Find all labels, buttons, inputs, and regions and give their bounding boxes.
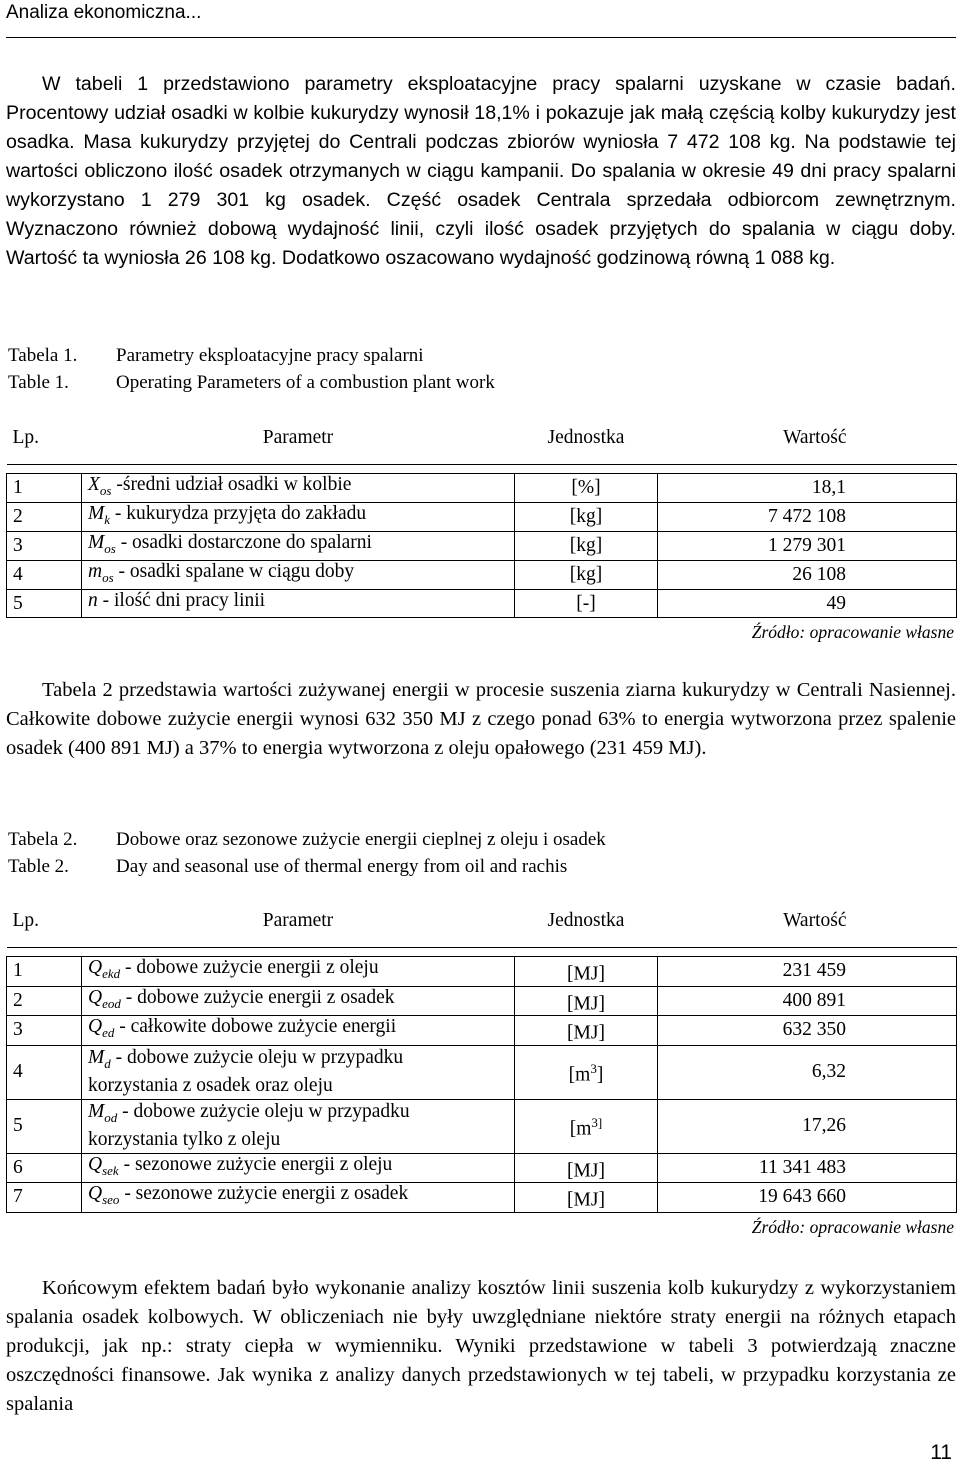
param-symbol: m <box>88 560 103 582</box>
cell-jednostka <box>515 957 658 987</box>
caption-label: Table 2. <box>8 856 69 877</box>
table1-caption-pl <box>8 342 495 369</box>
cell-lp: 2 <box>7 502 82 531</box>
param-symbol: M <box>88 502 105 524</box>
param-line <box>88 987 508 1015</box>
unit-text: [MJ] <box>567 1160 605 1181</box>
cell-wartosc: 18,1 <box>658 474 957 503</box>
param-description: - sezonowe zużycie energii z osadek <box>119 1183 409 1205</box>
cell-jednostka <box>515 1099 658 1153</box>
header-lp: Lp. <box>7 895 82 948</box>
param-line <box>88 1016 508 1044</box>
header-rule <box>6 37 956 38</box>
cell-lp: 2 <box>7 986 82 1016</box>
header-jednostka: Jednostka <box>515 895 658 948</box>
cell-parametr <box>82 531 515 560</box>
cell-jednostka: [kg] <box>515 560 658 589</box>
table-header-row <box>7 412 957 465</box>
param-description: - dobowe zużycie oleju w przypadku <box>117 1101 410 1123</box>
cell-lp: 1 <box>7 957 82 987</box>
cell-lp: 1 <box>7 474 82 503</box>
unit-text-end: ] <box>596 1064 604 1086</box>
cell-lp: 5 <box>7 589 82 618</box>
param-description: - kukurydza przyjęta do zakładu <box>110 502 367 524</box>
cell-lp: 4 <box>7 560 82 589</box>
param-line <box>88 1154 508 1182</box>
table-spacer-row <box>7 465 957 474</box>
paragraph-2 <box>6 676 956 763</box>
param-line <box>88 561 508 589</box>
unit-superscript: 3] <box>591 1114 603 1130</box>
param-line <box>88 532 508 560</box>
spacer-cell <box>515 948 658 957</box>
table-row <box>7 957 957 987</box>
table-header-row <box>7 895 957 948</box>
table1-caption-en <box>8 369 495 396</box>
cell-jednostka <box>515 1153 658 1183</box>
cell-parametr <box>82 957 515 987</box>
param-subscript: ekd <box>102 966 121 982</box>
table-1 <box>6 412 957 618</box>
param-line <box>88 1101 508 1129</box>
param-subscript: d <box>104 1055 111 1071</box>
cell-wartosc: 11 341 483 <box>658 1153 957 1183</box>
cell-parametr <box>82 589 515 618</box>
cell-wartosc: 17,26 <box>658 1099 957 1153</box>
param-subscript: ed <box>102 1025 115 1041</box>
cell-parametr <box>82 986 515 1016</box>
cell-jednostka: [%] <box>515 474 658 503</box>
param-subscript: os <box>99 482 112 498</box>
table-row <box>7 1153 957 1183</box>
caption-label: Tabela 2. <box>8 829 78 850</box>
spacer-cell <box>658 948 957 957</box>
spacer-cell <box>7 948 82 957</box>
cell-parametr <box>82 1016 515 1046</box>
spacer-cell <box>7 465 82 474</box>
cell-jednostka <box>515 1016 658 1046</box>
param-description: - sezonowe zużycie energii z oleju <box>118 1153 393 1175</box>
table-row <box>7 1045 957 1099</box>
caption-text: Operating Parameters of a combustion plant work <box>116 372 495 393</box>
table-2 <box>6 895 957 1213</box>
param-symbol: M <box>88 531 105 553</box>
unit-text: [m <box>568 1064 591 1086</box>
caption-text: Day and seasonal use of thermal energy from oil and rachis <box>116 856 568 877</box>
header-wartosc: Wartość <box>658 412 957 465</box>
caption-text: Parametry eksploatacyjne pracy spalarni <box>116 345 424 366</box>
table-row <box>7 560 957 589</box>
header-jednostka: Jednostka <box>515 412 658 465</box>
table-row <box>7 1099 957 1153</box>
table-row <box>7 531 957 560</box>
table-spacer-row <box>7 948 957 957</box>
table-row <box>7 502 957 531</box>
table1-caption <box>8 342 495 396</box>
cell-wartosc: 19 643 660 <box>658 1183 957 1213</box>
table2-caption-pl <box>8 826 606 853</box>
table-row <box>7 1016 957 1046</box>
param-symbol: Q <box>88 957 103 979</box>
cell-lp: 5 <box>7 1099 82 1153</box>
unit-text: [m <box>569 1118 592 1140</box>
param-description: - dobowe zużycie energii z oleju <box>120 957 379 979</box>
table-row <box>7 986 957 1016</box>
cell-parametr <box>82 1099 515 1153</box>
cell-jednostka: [-] <box>515 589 658 618</box>
caption-label: Table 1. <box>8 372 69 393</box>
cell-parametr <box>82 1045 515 1099</box>
table-row <box>7 1183 957 1213</box>
table-row <box>7 589 957 618</box>
param-subscript: os <box>104 540 116 556</box>
paragraph-3-text: Końcowym efektem badań było wykonanie analizy kosztów linii suszenia kolb kukurydzy z wykorzystaniem spalania osadek kolbowych. W obliczeniach nie były uwzględniane niektóre straty energii na różnych etapach produkcji, jak np.: straty ciepła w wymienniku. Wyniki przedstawione w tabeli 3 potwierdzają znaczne oszczędności finansowe. Jak wynika z analizy danych przedstawionych w tej tabeli, w przypadku korzystania ze spalania <box>6 1277 956 1415</box>
spacer-cell <box>515 465 658 474</box>
param-line <box>88 1047 508 1075</box>
cell-jednostka <box>515 986 658 1016</box>
param-description: - osadki dostarczone do spalarni <box>115 531 372 553</box>
table2-source: Źródło: opracowanie własne <box>751 1217 954 1237</box>
spacer-cell <box>658 465 957 474</box>
cell-lp: 4 <box>7 1045 82 1099</box>
running-header: Analiza ekonomiczna... <box>6 2 202 23</box>
cell-lp: 7 <box>7 1183 82 1213</box>
cell-wartosc: 26 108 <box>658 560 957 589</box>
cell-parametr <box>82 560 515 589</box>
header-lp: Lp. <box>7 412 82 465</box>
param-symbol: X <box>88 474 100 495</box>
param-symbol: M <box>88 1047 105 1069</box>
table1-source: Źródło: opracowanie własne <box>751 622 954 642</box>
param-line <box>88 1183 508 1211</box>
unit-text: [MJ] <box>567 1189 605 1211</box>
param-description: - dobowe zużycie oleju w przypadku <box>110 1047 404 1069</box>
param-line <box>88 503 508 531</box>
table2-caption <box>8 826 606 880</box>
param-description: -średni udział osadki w kolbie <box>111 474 352 495</box>
cell-lp: 3 <box>7 531 82 560</box>
header-parametr: Parametr <box>82 895 515 948</box>
param-subscript: k <box>104 511 111 527</box>
param-line <box>88 474 508 502</box>
caption-text: Dobowe oraz sezonowe zużycie energii cieplnej z oleju i osadek <box>116 829 606 850</box>
unit-superscript: 3 <box>590 1060 597 1076</box>
param-symbol: Q <box>88 1153 103 1175</box>
cell-wartosc: 400 891 <box>658 986 957 1016</box>
cell-lp: 3 <box>7 1016 82 1046</box>
cell-wartosc: 632 350 <box>658 1016 957 1046</box>
table2-caption-en <box>8 853 606 880</box>
paragraph-1 <box>6 70 956 273</box>
cell-parametr <box>82 1153 515 1183</box>
cell-lp: 6 <box>7 1153 82 1183</box>
param-description-line2: korzystania tylko z oleju <box>88 1128 281 1150</box>
unit-text: [MJ] <box>567 1022 605 1044</box>
cell-wartosc: 7 472 108 <box>658 502 957 531</box>
header-wartosc: Wartość <box>658 895 957 948</box>
cell-wartosc: 49 <box>658 589 957 618</box>
cell-wartosc: 231 459 <box>658 957 957 987</box>
header-parametr: Parametr <box>82 412 515 465</box>
param-symbol: n <box>88 589 98 611</box>
caption-label: Tabela 1. <box>8 345 78 366</box>
cell-parametr <box>82 1183 515 1213</box>
param-symbol: Q <box>88 1016 103 1038</box>
param-subscript: eod <box>102 995 121 1011</box>
param-description: - osadki spalane w ciągu doby <box>113 560 355 582</box>
param-subscript: os <box>102 569 114 585</box>
param-description: - dobowe zużycie energii z osadek <box>120 986 395 1008</box>
paragraph-3 <box>6 1274 956 1419</box>
spacer-cell <box>82 465 515 474</box>
cell-jednostka <box>515 1183 658 1213</box>
page-number: 11 <box>930 1441 952 1464</box>
param-subscript: od <box>104 1109 118 1125</box>
unit-text: [MJ] <box>567 993 605 1014</box>
table-row <box>7 474 957 503</box>
param-symbol: Q <box>88 986 103 1008</box>
param-description-line2: korzystania z osadek oraz oleju <box>88 1074 333 1096</box>
param-symbol: Q <box>88 1183 103 1205</box>
param-symbol: M <box>88 1101 105 1123</box>
cell-parametr <box>82 474 515 503</box>
param-description: - całkowite dobowe zużycie energii <box>114 1016 397 1038</box>
paragraph-1-text: W tabeli 1 przedstawiono parametry eksploatacyjne pracy spalarni uzyskane w czasie badań. Procentowy udział osadki w kolbie kukurydzy wynosił 18,1% i pokazuje jak małą częścią kolby kukurydzy jest osadka. Masa kukurydzy przyjętej do Centrali podczas zbiorów wyniosła 7 472 108 kg. Na podstawie tej wartości obliczono ilość osadek otrzymanych w ciągu kampanii. Do spalania w okresie 49 dni pracy spalarni wykorzystano 1 279 301 kg osadek. Część osadek Centrala sprzedała odbiorcom zewnętrznym. Wyznaczono również dobową wydajność linii, czyli ilość osadek przyjętych do spalania w ciągu doby. Wartość ta wyniosła 26 108 kg. Dodatkowo oszacowano wydajność godzinową równą 1 088 kg. <box>6 73 956 269</box>
param-subscript: sek <box>102 1162 119 1178</box>
cell-jednostka: [kg] <box>515 502 658 531</box>
param-line <box>88 590 508 618</box>
spacer-cell <box>82 948 515 957</box>
cell-wartosc: 6,32 <box>658 1045 957 1099</box>
param-description: - ilość dni pracy linii <box>97 589 266 611</box>
cell-jednostka <box>515 1045 658 1099</box>
paragraph-2-text: Tabela 2 przedstawia wartości zużywanej energii w procesie suszenia ziarna kukurydzy w Centrali Nasiennej. Całkowite dobowe zużycie energii wynosi 632 350 MJ z czego ponad 63% to energia wytworzona przez spalenie osadek (400 891 MJ) a 37% to energia wytworzona z oleju opałowego (231 459 MJ). <box>6 679 956 759</box>
cell-wartosc: 1 279 301 <box>658 531 957 560</box>
cell-parametr <box>82 502 515 531</box>
unit-text: [MJ] <box>567 963 605 985</box>
param-line <box>88 957 508 985</box>
cell-jednostka: [kg] <box>515 531 658 560</box>
param-subscript: seo <box>102 1192 120 1208</box>
